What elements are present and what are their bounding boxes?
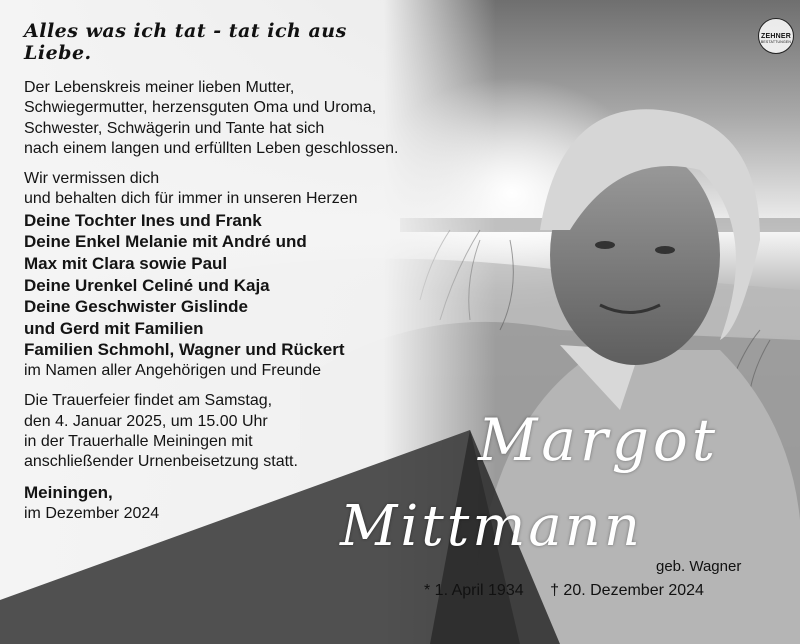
mourner-line: Familien Schmohl, Wagner und Rückert: [24, 340, 345, 360]
service-paragraph: Die Trauerfeier findet am Samstag, den 4. Januar 2025, um 15.00 Uhr in der Trauerhalle Meiningen mit anschließender Urnenbeisetzung statt.: [24, 392, 298, 471]
life-dates: [424, 582, 704, 600]
maiden-name: geb. Wagner: [656, 558, 742, 575]
logo-subtitle: BESTATTUNGEN: [760, 40, 792, 44]
funeral-home-logo: [758, 18, 794, 54]
place: Meiningen,: [24, 483, 113, 503]
motto: Alles was ich tat - tat ich aus Liebe.: [24, 20, 347, 64]
birth-date: * 1. April 1934: [424, 582, 524, 599]
last-name: Mittmann: [340, 494, 643, 559]
mourner-line: und Gerd mit Familien: [24, 318, 204, 338]
logo-name: ZEHNER: [761, 33, 791, 40]
first-name: Margot: [478, 406, 720, 474]
death-date: † 20. Dezember 2024: [550, 582, 704, 599]
mourner-line: Deine Tochter Ines und Frank: [24, 210, 262, 230]
mourner-line: Max mit Clara sowie Paul: [24, 253, 228, 273]
date-line: im Dezember 2024: [24, 505, 160, 523]
mourner-line: Deine Urenkel Celiné und Kaja: [24, 275, 270, 295]
relatives-line: im Namen aller Angehörigen und Freunde: [24, 361, 322, 379]
intro-paragraph: Der Lebenskreis meiner lieben Mutter, Schwiegermutter, herzensguten Oma und Uroma, Schwester, Schwägerin und Tante hat sich nach einem langen und erfüllten Leben geschlossen.: [24, 79, 399, 157]
notice-text: [24, 20, 414, 524]
mourner-line: Deine Enkel Melanie mit André und: [24, 232, 307, 252]
miss-paragraph: Wir vermissen dich und behalten dich für immer in unseren Herzen: [24, 170, 358, 208]
mourner-line: Deine Geschwister Gislinde: [24, 297, 248, 317]
